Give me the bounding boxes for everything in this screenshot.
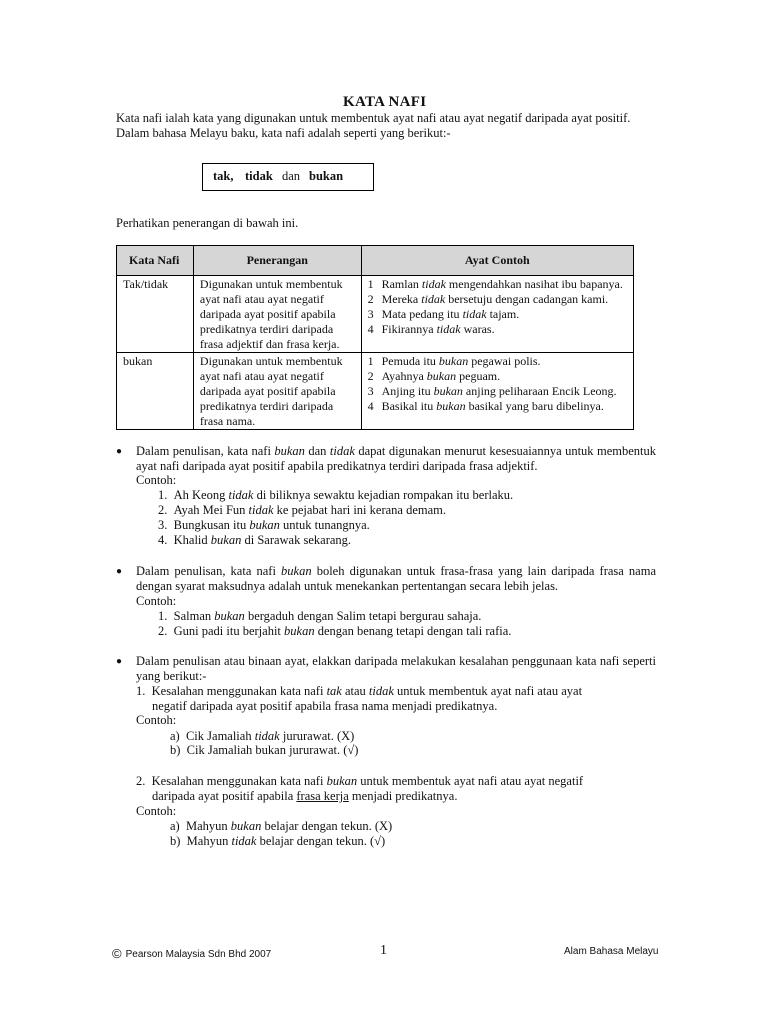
sub-item: b) Mahyun tidak belajar dengan tekun. (√) xyxy=(170,834,386,848)
intro-line-1: Kata nafi ialah kata yang digunakan untuk membentuk ayat nafi atau ayat negatif daripada ayat positif. xyxy=(116,111,631,125)
bullet-dot: ● xyxy=(116,656,123,667)
list-item: 2. Ayah Mei Fun tidak ke pejabat hari ini kerana demam. xyxy=(158,503,447,517)
perhatikan-text: Perhatikan penerangan di bawah ini. xyxy=(116,216,299,230)
contoh-label: Contoh: xyxy=(136,804,177,818)
table-row xyxy=(117,353,634,430)
sub-item: a) Cik Jamaliah tidak jururawat. (X) xyxy=(170,729,355,743)
numbered-item-cont: negatif daripada ayat positif apabila frasa nama menjadi predikatnya. xyxy=(152,699,498,713)
box-word-tidak: tidak xyxy=(245,169,273,183)
footer-left: © Pearson Malaysia Sdn Bhd 2007 xyxy=(112,946,272,961)
contoh-label: Contoh: xyxy=(136,713,177,727)
contoh-item: 4 Basikal itu bukan basikal yang baru dibelinya. xyxy=(367,399,604,413)
cell-ayat-contoh xyxy=(361,353,633,430)
header-penerangan: Penerangan xyxy=(193,246,361,276)
box-word-bukan: bukan xyxy=(309,169,344,183)
numbered-item-cont: daripada ayat positif apabila frasa kerja menjadi predikatnya. xyxy=(152,789,458,803)
bullet1-text: Dalam penulisan, kata nafi bukan dan tidak dapat digunakan menurut kesesuaiannya untuk membentuk ayat nafi daripada ayat positif apabila predikatnya terdiri daripada frasa adjektif. xyxy=(136,444,656,473)
bullet-dot: ● xyxy=(116,446,123,457)
contoh-item: 1 Pemuda itu bukan pegawai polis. xyxy=(367,354,541,368)
sub-item: a) Mahyun bukan belajar dengan tekun. (X) xyxy=(170,819,393,833)
header-ayat-contoh: Ayat Contoh xyxy=(361,246,633,276)
cell-penerangan: Digunakan untuk membentuk ayat nafi atau ayat negatif daripada ayat positif apabila predikatnya terdiri daripada frasa nama. xyxy=(193,353,361,430)
header-kata-nafi: Kata Nafi xyxy=(117,246,194,276)
contoh-item: 4 Fikirannya tidak waras. xyxy=(367,322,495,336)
numbered-item: 1. Kesalahan menggunakan kata nafi tak atau tidak untuk membentuk ayat nafi atau ayat xyxy=(136,684,583,698)
footer-right: Alam Bahasa Melayu xyxy=(564,946,659,957)
cell-kata-nafi: bukan xyxy=(117,353,194,430)
sub-item: b) Cik Jamaliah bukan jururawat. (√) xyxy=(170,743,359,757)
contoh-label: Contoh: xyxy=(136,594,177,608)
kata-nafi-box xyxy=(202,163,374,191)
list-item: 1. Salman bukan bergaduh dengan Salim tetapi bergurau sahaja. xyxy=(158,609,482,623)
contoh-item: 3 Anjing itu bukan anjing peliharaan Encik Leong. xyxy=(367,384,617,398)
list-item: 2. Guni padi itu berjahit bukan dengan benang tetapi dengan tali rafia. xyxy=(158,624,512,638)
kata-nafi-table xyxy=(116,245,634,430)
contoh-item: 2 Ayahnya bukan peguam. xyxy=(367,369,501,383)
bullet-dot: ● xyxy=(116,566,123,577)
contoh-item: 3 Mata pedang itu tidak tajam. xyxy=(367,307,520,321)
bullet3-text: Dalam penulisan atau binaan ayat, elakkan daripada melakukan kesalahan penggunaan kata nafi seperti yang berikut:- xyxy=(136,654,656,683)
box-word-dan: dan xyxy=(282,169,301,183)
cell-kata-nafi: Tak/tidak xyxy=(117,276,194,353)
page-number: 1 xyxy=(380,943,387,958)
list-item: 1. Ah Keong tidak di biliknya sewaktu kejadian rompakan itu berlaku. xyxy=(158,488,514,502)
page-title: KATA NAFI xyxy=(343,94,427,110)
contoh-label: Contoh: xyxy=(136,473,177,487)
table-header-row xyxy=(117,246,634,276)
intro-line-2: Dalam bahasa Melayu baku, kata nafi adalah seperti yang berikut:- xyxy=(116,126,451,140)
contoh-item: 2 Mereka tidak bersetuju dengan cadangan kami. xyxy=(367,292,609,306)
cell-penerangan: Digunakan untuk membentuk ayat nafi atau ayat negatif daripada ayat positif apabila predikatnya terdiri daripada frasa adjektif dan frasa kerja. xyxy=(193,276,361,353)
box-word-tak: tak, xyxy=(213,169,234,183)
numbered-item: 2. Kesalahan menggunakan kata nafi bukan untuk membentuk ayat nafi atau ayat negatif xyxy=(136,774,584,788)
bullet2-text: Dalam penulisan, kata nafi bukan boleh digunakan untuk frasa-frasa yang lain daripada frasa nama dengan syarat maksudnya adalah untuk menekankan pertentangan secara lebih jelas. xyxy=(136,564,656,593)
list-item: 4. Khalid bukan di Sarawak sekarang. xyxy=(158,533,352,547)
copyright-icon: © xyxy=(112,946,122,961)
list-item: 3. Bungkusan itu bukan untuk tunangnya. xyxy=(158,518,370,532)
cell-ayat-contoh xyxy=(361,276,633,353)
contoh-item: 1 Ramlan tidak mengendahkan nasihat ibu bapanya. xyxy=(367,277,623,291)
table-row xyxy=(117,276,634,353)
